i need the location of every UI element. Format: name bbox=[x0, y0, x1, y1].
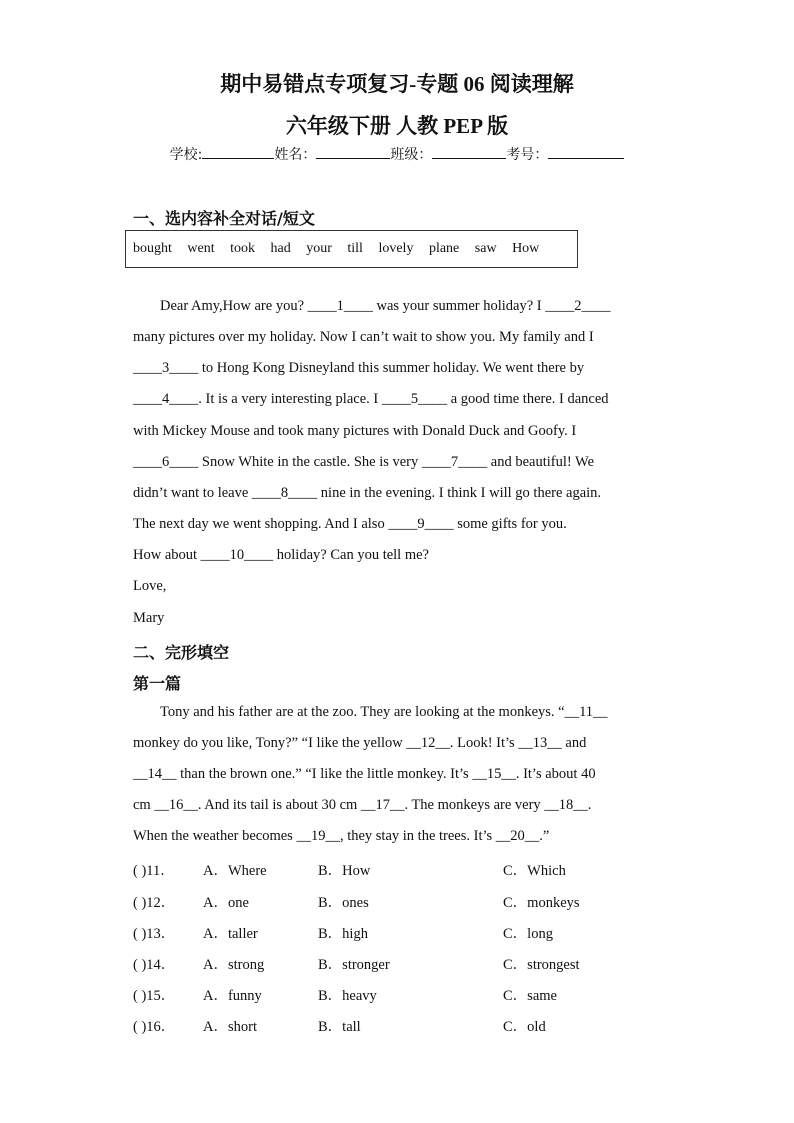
word-bank bbox=[125, 230, 578, 268]
school-blank[interactable] bbox=[202, 144, 274, 159]
question-number[interactable]: ( )11． bbox=[133, 863, 175, 879]
school-label: 学校: bbox=[169, 147, 203, 163]
word-bank-item: saw bbox=[474, 241, 497, 256]
name-blank[interactable] bbox=[316, 144, 390, 159]
question-row bbox=[133, 922, 633, 942]
passage2-line: Tony and his father are at the zoo. They are looking at the monkeys. “__11__ bbox=[160, 704, 608, 720]
option-b: B．high bbox=[318, 926, 368, 942]
passage2-line: monkey do you like, Tony?” “I like the yellow __12__. Look! It’s __13__ and bbox=[133, 735, 587, 751]
option-b: B．heavy bbox=[318, 988, 377, 1004]
question-number[interactable]: ( )15． bbox=[133, 988, 176, 1004]
question-row bbox=[133, 984, 633, 1004]
exam-no-blank[interactable] bbox=[548, 144, 624, 159]
option-a: A．funny bbox=[203, 988, 262, 1004]
passage1-line: didn’t want to leave ____8____ nine in the evening. I think I will go there again. bbox=[133, 485, 602, 501]
question-row bbox=[133, 859, 633, 879]
option-a: A．Where bbox=[203, 863, 267, 879]
student-info-line bbox=[0, 144, 794, 164]
question-number[interactable]: ( )12． bbox=[133, 895, 176, 911]
section2-part-title: 第一篇 bbox=[133, 674, 182, 693]
word-bank-item: plane bbox=[428, 241, 460, 256]
passage1-line: ____4____. It is a very interesting place. I ____5____ a good time there. I danced bbox=[133, 391, 609, 407]
passage1-signature: Mary bbox=[133, 610, 165, 626]
passage1-line: with Mickey Mouse and took many pictures with Donald Duck and Goofy. I bbox=[133, 423, 577, 439]
option-a: A．short bbox=[203, 1019, 257, 1035]
passage1-line: How about ____10____ holiday? Can you tell me? bbox=[133, 547, 429, 563]
option-c: C．monkeys bbox=[503, 895, 580, 911]
passage1-line: ____3____ to Hong Kong Disneyland this summer holiday. We went there by bbox=[133, 360, 585, 376]
option-c: C．old bbox=[503, 1019, 546, 1035]
option-b: B．tall bbox=[318, 1019, 361, 1035]
option-a: A．strong bbox=[203, 957, 265, 973]
exam-no-label: 考号： bbox=[506, 147, 549, 163]
word-bank-item: lovely bbox=[378, 241, 414, 256]
word-bank-item: How bbox=[512, 241, 540, 256]
passage1-line: many pictures over my holiday. Now I can’t wait to show you. My family and I bbox=[133, 329, 594, 345]
section2-heading: 二、完形填空 bbox=[133, 643, 230, 662]
passage1-line: The next day we went shopping. And I also ____9____ some gifts for you. bbox=[133, 516, 567, 532]
option-c: C．strongest bbox=[503, 957, 580, 973]
option-a: A．one bbox=[203, 895, 249, 911]
question-row bbox=[133, 1015, 633, 1035]
question-row bbox=[133, 953, 633, 973]
word-bank-item: had bbox=[270, 241, 291, 256]
document-title: 期中易错点专项复习-专题 06 阅读理解 bbox=[220, 72, 574, 96]
question-number[interactable]: ( )14． bbox=[133, 957, 176, 973]
option-c: C．Which bbox=[503, 863, 566, 879]
passage2-line: __14__ than the brown one.” “I like the little monkey. It’s __15__. It’s about 40 bbox=[133, 766, 596, 782]
name-label: 姓名： bbox=[274, 147, 317, 163]
option-c: C．long bbox=[503, 926, 553, 942]
document-subtitle: 六年级下册 人教 PEP 版 bbox=[285, 114, 509, 138]
question-number[interactable]: ( )16． bbox=[133, 1019, 176, 1035]
section1-heading: 一、选内容补全对话/短文 bbox=[133, 209, 315, 228]
word-bank-item: took bbox=[230, 241, 255, 256]
option-b: B．ones bbox=[318, 895, 369, 911]
class-label: 班级： bbox=[390, 147, 433, 163]
option-a: A．taller bbox=[203, 926, 258, 942]
class-blank[interactable] bbox=[432, 144, 506, 159]
word-bank-item: your bbox=[306, 241, 332, 256]
question-row bbox=[133, 891, 633, 911]
word-bank-item: till bbox=[347, 241, 363, 256]
passage1-line: ____6____ Snow White in the castle. She is very ____7____ and beautiful! We bbox=[133, 454, 595, 470]
passage1-line: Dear Amy,How are you? ____1____ was your summer holiday? I ____2____ bbox=[160, 298, 611, 314]
question-number[interactable]: ( )13． bbox=[133, 926, 176, 942]
passage2-line: cm __16__. And its tail is about 30 cm __17__. The monkeys are very __18__. bbox=[133, 797, 592, 813]
option-b: B．How bbox=[318, 863, 371, 879]
word-bank-item: bought bbox=[133, 241, 172, 256]
word-bank-item: went bbox=[187, 241, 215, 256]
option-c: C．same bbox=[503, 988, 557, 1004]
option-b: B．stronger bbox=[318, 957, 390, 973]
passage1-closing: Love, bbox=[133, 578, 167, 594]
passage2-line: When the weather becomes __19__, they stay in the trees. It’s __20__.” bbox=[133, 828, 550, 844]
